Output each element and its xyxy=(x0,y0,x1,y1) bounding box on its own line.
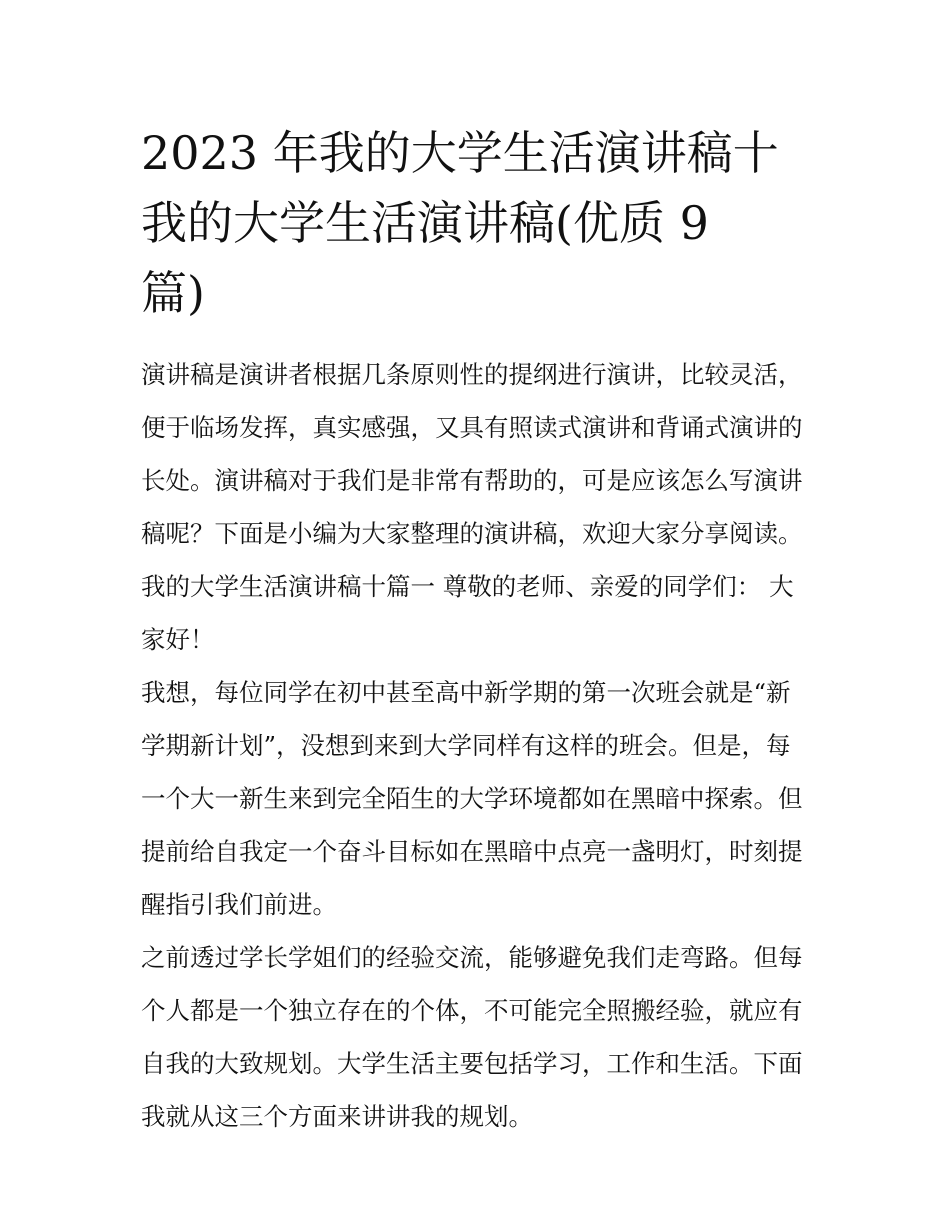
paragraph-experience xyxy=(141,931,813,1143)
text-line: 一个大一新生来到完全陌生的大学环境都如在黑暗中探索。但 xyxy=(141,784,803,813)
text-line: 我想，每位同学在初中甚至高中新学期的第一次班会就是“新 xyxy=(141,678,791,707)
text-line: 我就从这三个方面来讲讲我的规划。 xyxy=(141,1102,533,1131)
paragraph-plan xyxy=(141,666,813,931)
text-line: 演讲稿是演讲者根据几条原则性的提纲进行演讲，比较灵活， xyxy=(141,360,803,389)
text-line: 醒指引我们前进。 xyxy=(141,890,337,919)
text-line: 个人都是一个独立存在的个体，不可能完全照搬经验，就应有 xyxy=(141,996,803,1025)
paragraph-intro xyxy=(141,348,813,560)
text-line: 我的大学生活演讲稿十篇一 尊敬的老师、亲爱的同学们： 大 xyxy=(141,572,794,601)
text-line: 稿呢？下面是小编为大家整理的演讲稿，欢迎大家分享阅读。 xyxy=(141,519,803,548)
title-line-1: 2023 年我的大学生活演讲稿十 xyxy=(141,126,779,180)
text-line: 提前给自我定一个奋斗目标如在黑暗中点亮一盏明灯，时刻提 xyxy=(141,837,803,866)
text-line: 之前透过学长学姐们的经验交流，能够避免我们走弯路。但每 xyxy=(141,943,803,972)
text-line: 便于临场发挥，真实感强，又具有照读式演讲和背诵式演讲的 xyxy=(141,413,803,442)
text-line: 长处。演讲稿对于我们是非常有帮助的，可是应该怎么写演讲 xyxy=(141,466,803,495)
text-line: 自我的大致规划。大学生活主要包括学习，工作和生活。下面 xyxy=(141,1049,803,1078)
title-line-3: 篇) xyxy=(141,266,205,320)
paragraph-greeting xyxy=(141,560,813,666)
text-line: 学期新计划”，没想到来到大学同样有这样的班会。但是，每 xyxy=(141,731,791,760)
document-title xyxy=(141,118,813,328)
title-line-2: 我的大学生活演讲稿(优质 9 xyxy=(141,196,709,250)
document-page xyxy=(141,118,813,1143)
text-line: 家好！ xyxy=(141,625,215,654)
document-body xyxy=(141,348,813,1143)
